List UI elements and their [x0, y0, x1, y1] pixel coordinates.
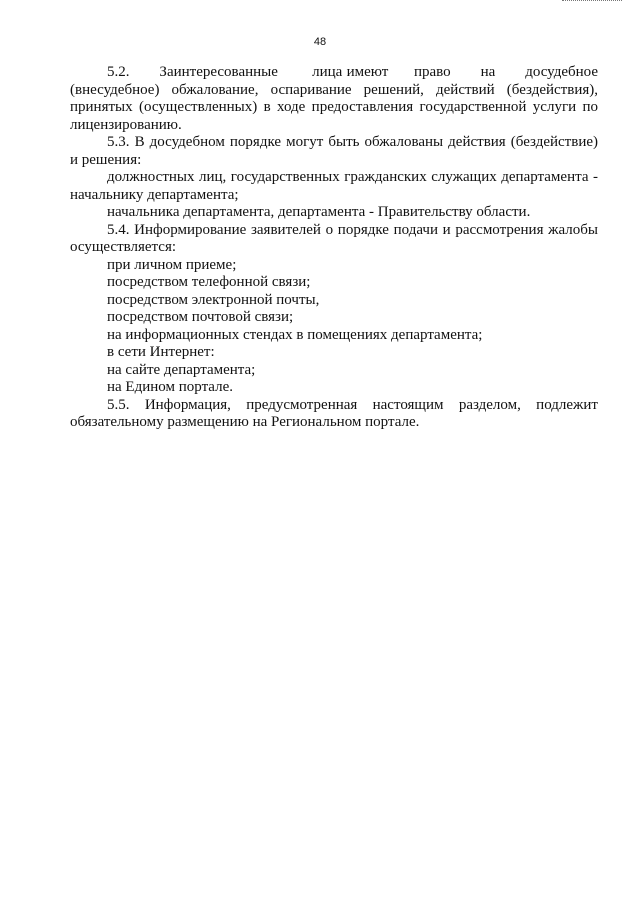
list-item: на информационных стендах в помещениях департамента; — [107, 326, 483, 343]
paragraph-5-4: 5.4. Информирование заявителей о порядке подачи и рассмотрения жалобы осуществляется: — [70, 221, 598, 255]
paragraph-5-2: 5.2. Заинтересованные лица имеют право на досудебное (внесудебное) обжалование, оспаривание решений, действий (бездействия), принятых (осуществленных) в ходе предоставления государственной услуги по лицензированию. — [70, 64, 598, 133]
list-item: посредством почтовой связи; — [107, 309, 294, 325]
list-item: на сайте департамента; — [107, 361, 256, 378]
list-item: при личном приеме; — [107, 256, 237, 273]
paragraph-5-3-head: начальника департамента, департамента - Правительству области. — [107, 204, 531, 220]
paragraph-5-5: 5.5. Информация, предусмотренная настоящим разделом, подлежит обязательному размещению на Региональном портале. — [70, 396, 598, 430]
list-item: посредством телефонной связи; — [107, 274, 311, 290]
paragraph-5-3-officials: должностных лиц, государственных гражданских служащих департамента - начальнику департамента; — [70, 169, 598, 203]
list-item: на Едином портале. — [107, 379, 233, 395]
list-item: в сети Интернет: — [107, 344, 215, 360]
paragraph-5-3: 5.3. В досудебном порядке могут быть обжалованы действия (бездействие) и решения: — [70, 134, 598, 168]
document-body — [70, 64, 598, 432]
scan-corner-mark — [562, 0, 622, 3]
list-item: посредством электронной почты, — [107, 291, 320, 308]
page-number: 48 — [313, 36, 327, 48]
channel-list — [70, 257, 598, 397]
